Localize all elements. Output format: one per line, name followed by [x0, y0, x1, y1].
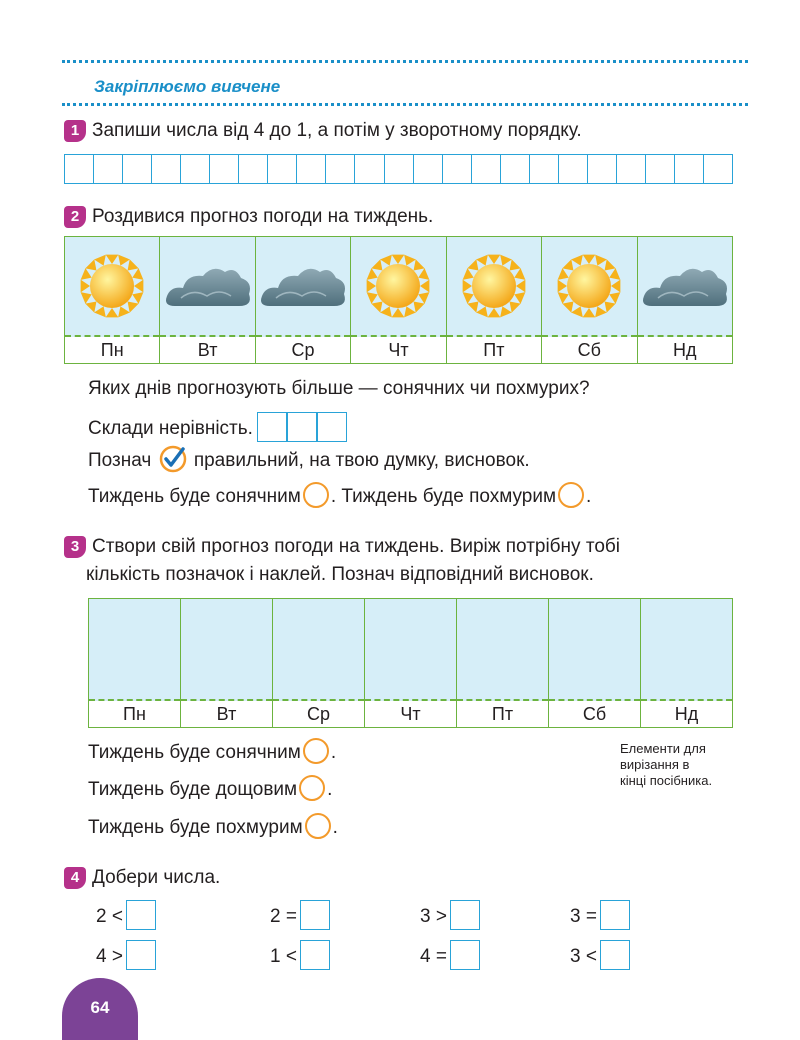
- answer-cell[interactable]: [181, 155, 210, 183]
- forecast-day: [65, 237, 160, 363]
- task1-answer-cells: [64, 154, 733, 184]
- sun-icon: [65, 237, 159, 337]
- top-dotted-rule: [62, 60, 748, 63]
- day-label: Ср: [306, 704, 330, 724]
- answer-cell[interactable]: [617, 155, 646, 183]
- sticker-slot[interactable]: [365, 599, 457, 727]
- sticker-area[interactable]: [549, 599, 640, 701]
- cloud-icon: [256, 237, 350, 337]
- comparison-expression: 4 =: [420, 946, 447, 967]
- option-cloudy: Тиждень буде похмурим: [88, 817, 303, 838]
- day-label: Нд: [674, 704, 699, 724]
- answer-cell[interactable]: [355, 155, 384, 183]
- day-label: Вт: [216, 704, 237, 724]
- task2-number: 2: [64, 206, 86, 228]
- page-number: 64: [62, 978, 138, 1040]
- day-label: Сб: [582, 704, 607, 724]
- answer-cell[interactable]: [94, 155, 123, 183]
- task3-text1: Створи свій прогноз погоди на тиждень. Виріж потрібну тобі: [92, 536, 620, 557]
- comparison-item: [570, 940, 630, 971]
- comparison-expression: 3 >: [420, 906, 447, 927]
- sticker-slot[interactable]: [549, 599, 641, 727]
- forecast-day: [542, 237, 637, 363]
- sticker-area[interactable]: [89, 599, 180, 701]
- comparison-item: [420, 940, 480, 971]
- day-label: Вт: [197, 340, 218, 360]
- sun-icon: [542, 237, 636, 337]
- answer-box[interactable]: [600, 940, 630, 970]
- answer-cell[interactable]: [501, 155, 530, 183]
- comparison-item: [96, 900, 156, 931]
- answer-box[interactable]: [300, 940, 330, 970]
- cloud-icon: [638, 237, 732, 337]
- answer-cell[interactable]: [588, 155, 617, 183]
- mark-text: правильний, на твою думку, висновок.: [193, 450, 530, 471]
- comparison-item: [270, 940, 330, 971]
- sticker-slot[interactable]: [457, 599, 549, 727]
- forecast-day: [638, 237, 732, 363]
- answer-cell[interactable]: [385, 155, 414, 183]
- task4-text: Добери числа.: [92, 867, 221, 888]
- answer-cell[interactable]: [326, 155, 355, 183]
- day-label: Ср: [291, 340, 315, 360]
- task2-instruction: [64, 203, 433, 231]
- task3-text2: кількість позначок і наклей. Познач відповідний висновок.: [86, 564, 594, 585]
- answer-cell[interactable]: [152, 155, 181, 183]
- sticker-area[interactable]: [273, 599, 364, 701]
- day-label: Чт: [400, 704, 421, 724]
- day-label: Сб: [577, 340, 601, 360]
- sticker-area[interactable]: [181, 599, 272, 701]
- answer-cell[interactable]: [268, 155, 297, 183]
- task3-instruction: [64, 533, 620, 589]
- answer-cell[interactable]: [297, 155, 326, 183]
- sticker-slot[interactable]: [641, 599, 732, 727]
- task1-text: Запиши числа від 4 до 1, а потім у зворотному порядку.: [92, 120, 582, 141]
- comparison-expression: 3 =: [570, 906, 597, 927]
- sticker-area[interactable]: [365, 599, 456, 701]
- option-rainy: Тиждень буде дощовим: [88, 779, 298, 800]
- inequality-label: Склади нерівність.: [88, 418, 253, 439]
- forecast-day: [256, 237, 351, 363]
- day-label: Пн: [100, 340, 124, 360]
- task2-conclusions: Тиждень буде сонячним . Тиждень буде похмурим .: [88, 482, 591, 511]
- section-title: Закріплюємо вивчене: [94, 77, 281, 96]
- forecast-day: [447, 237, 542, 363]
- option-cloudy-line: Тиждень буде похмурим .: [88, 813, 338, 842]
- inequality-box[interactable]: [317, 412, 347, 442]
- day-label: Пт: [483, 340, 505, 360]
- answer-circle[interactable]: [305, 813, 331, 839]
- answer-cell[interactable]: [646, 155, 675, 183]
- day-label: Пн: [123, 704, 146, 724]
- day-label: Нд: [672, 340, 697, 360]
- answer-cell[interactable]: [65, 155, 94, 183]
- answer-box[interactable]: [126, 900, 156, 930]
- answer-cell[interactable]: [123, 155, 152, 183]
- inequality-box[interactable]: [257, 412, 287, 442]
- answer-box[interactable]: [450, 900, 480, 930]
- answer-circle[interactable]: [303, 482, 329, 508]
- weather-forecast-table: [64, 236, 733, 364]
- sun-icon: [447, 237, 541, 337]
- comparison-item: [270, 900, 330, 931]
- sun-icon: [351, 237, 445, 337]
- mark-label: Познач: [88, 450, 152, 471]
- option-sunny-line: Тиждень буде сонячним .: [88, 738, 336, 767]
- comparison-expression: 4 >: [96, 946, 123, 967]
- answer-circle[interactable]: [558, 482, 584, 508]
- comparison-expression: 2 <: [96, 906, 123, 927]
- sticker-slot[interactable]: [89, 599, 181, 727]
- answer-cell[interactable]: [559, 155, 588, 183]
- empty-forecast-table: [88, 598, 733, 728]
- sticker-slot[interactable]: [273, 599, 365, 727]
- comparison-expression: 3 <: [570, 946, 597, 967]
- answer-box[interactable]: [600, 900, 630, 930]
- task2-text: Роздивися прогноз погоди на тиждень.: [92, 206, 434, 227]
- answer-cell[interactable]: [704, 155, 732, 183]
- conclusion-cloudy: Тиждень буде похмурим: [341, 486, 557, 507]
- answer-circle[interactable]: [303, 738, 329, 764]
- sticker-area[interactable]: [457, 599, 548, 701]
- answer-cell[interactable]: [210, 155, 239, 183]
- inequality-box[interactable]: [287, 412, 317, 442]
- task2-inequality-line: [88, 412, 347, 443]
- answer-cell[interactable]: [472, 155, 501, 183]
- answer-box[interactable]: [126, 940, 156, 970]
- answer-box[interactable]: [450, 940, 480, 970]
- comparison-expression: 2 =: [270, 906, 297, 927]
- comparison-item: [96, 940, 156, 971]
- task4-number: 4: [64, 867, 86, 889]
- sticker-area[interactable]: [641, 599, 732, 701]
- checkmark-icon: [159, 445, 187, 473]
- day-label: Чт: [388, 340, 409, 360]
- answer-cell[interactable]: [530, 155, 559, 183]
- task3-number: 3: [64, 536, 86, 558]
- option-rainy-line: Тиждень буде дощовим .: [88, 775, 332, 804]
- forecast-day: [160, 237, 255, 363]
- comparison-expression: 1 <: [270, 946, 297, 967]
- answer-circle[interactable]: [299, 775, 325, 801]
- task1-instruction: [64, 117, 582, 145]
- task2-question: Яких днів прогнозують більше — сонячних чи похмурих?: [88, 378, 590, 399]
- cutout-note: Елементи для вирізання в кінці посібника.: [620, 741, 713, 788]
- day-label: Пт: [491, 704, 514, 724]
- answer-cell[interactable]: [239, 155, 268, 183]
- comparison-item: [420, 900, 480, 931]
- task4-instruction: [64, 864, 220, 892]
- answer-cell[interactable]: [675, 155, 704, 183]
- comparison-item: [570, 900, 630, 931]
- cloud-icon: [160, 237, 254, 337]
- option-sunny: Тиждень буде сонячним: [88, 742, 301, 763]
- task1-number: 1: [64, 120, 86, 142]
- bottom-dotted-rule: [62, 103, 748, 106]
- answer-cell[interactable]: [414, 155, 443, 183]
- answer-cell[interactable]: [443, 155, 472, 183]
- answer-box[interactable]: [300, 900, 330, 930]
- conclusion-sunny: Тиждень буде сонячним: [88, 486, 301, 507]
- forecast-day: [351, 237, 446, 363]
- sticker-slot[interactable]: [181, 599, 273, 727]
- task2-mark-line: [88, 445, 530, 475]
